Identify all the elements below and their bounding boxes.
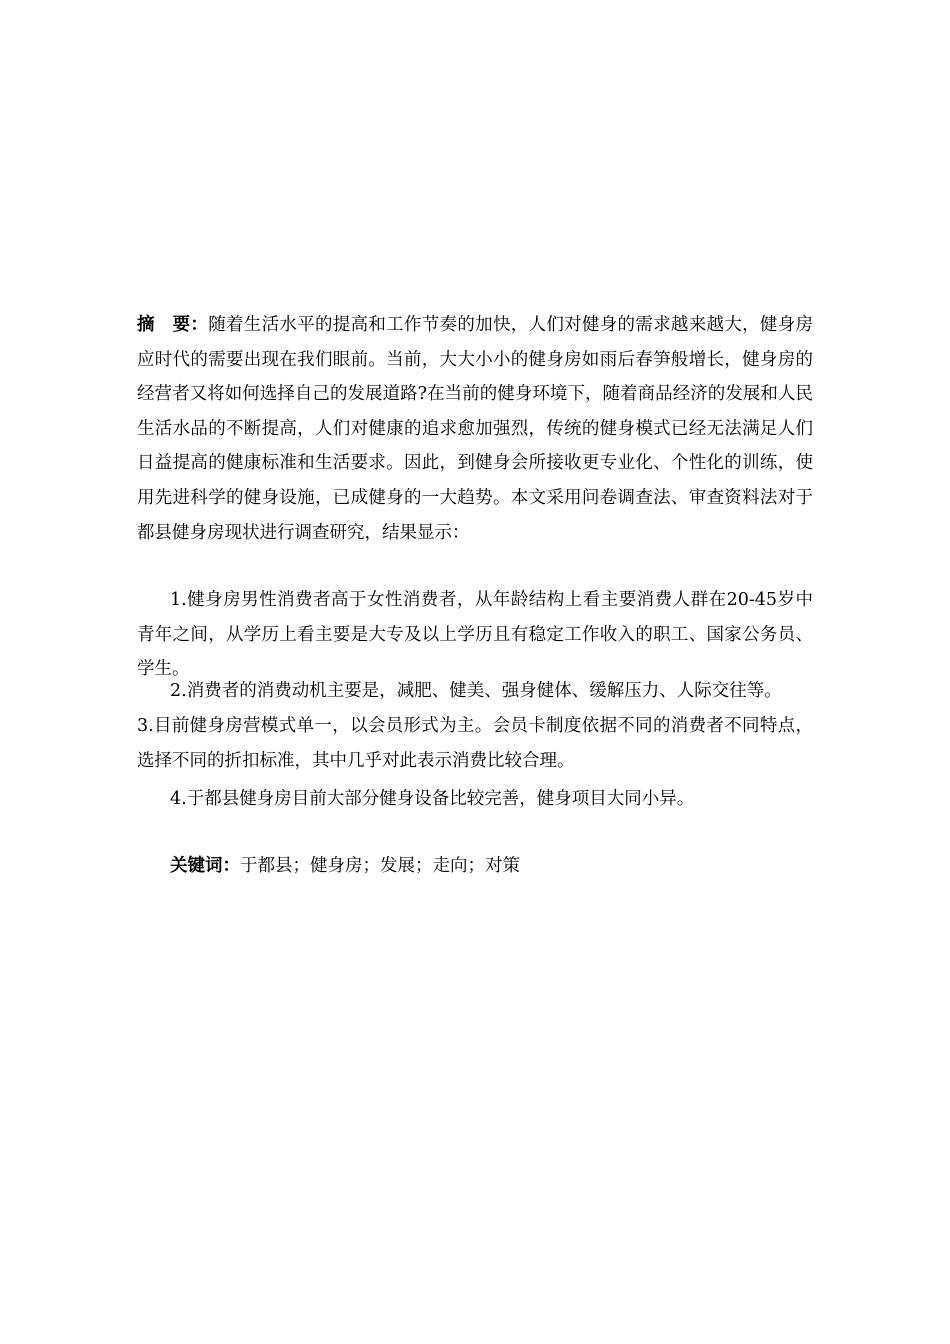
- keywords-text: 于都县；健身房；发展；走向；对策: [240, 856, 520, 876]
- finding-item-2: 2.消费者的消费动机主要是，减肥、健美、强身健体、缓解压力、人际交往等。: [170, 681, 782, 701]
- abstract-text: 随着生活水平的提高和工作节奏的加快，人们对健身的需求越来越大，健身房应时代的需要出现在我们眼前。当前，大大小小的健身房如雨后春笋般增长，健身房的经营者又将如何选择自己的发展道路?在当前的健身环境下，随着商品经济的发展和人民生活水品的不断提高，人们对健康的追求愈加强烈，传统的健身模式已经无法满足人们日益提高的健康标准和生活要求。因此，到健身会所接收更专业化、个性化的训练，使用先进科学的健身设施，已成健身的一大趋势。本文采用问卷调查法、审查资料法对于都县健身房现状进行调查研究，结果显示：: [137, 315, 814, 543]
- finding-item-1: 1.健身房男性消费者高于女性消费者，从年龄结构上看主要消费人群在20-45岁中青年之间，从学历上看主要是大专及以上学历且有稳定工作收入的职工、国家公务员、学生。: [137, 590, 813, 680]
- finding-item-3: 3.目前健身房营模式单一，以会员形式为主。会员卡制度依据不同的消费者不同特点，选择不同的折扣标准，其中几乎对此表示消费比较合理。: [137, 716, 813, 771]
- abstract-label: 摘 要：: [137, 315, 209, 335]
- abstract-paragraph: [137, 308, 813, 550]
- keywords-label: 关键词：: [170, 856, 240, 876]
- keywords-line: [170, 849, 520, 884]
- finding-item-4: 4.于都县健身房目前大部分健身设备比较完善，健身项目大同小异。: [170, 789, 695, 809]
